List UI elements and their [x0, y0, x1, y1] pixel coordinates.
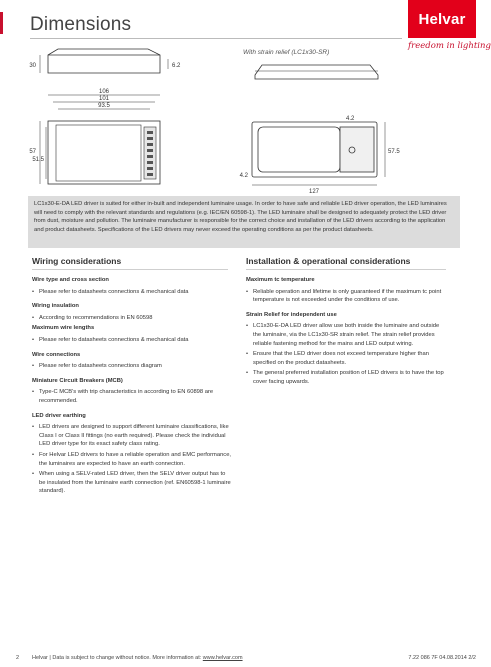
installation-section-title: Installation & operational considerations — [246, 256, 411, 266]
dim-length-127: 127 — [308, 189, 320, 195]
list-item: • Type-C MCB's with trip characteristics in according to EN 60898 are recommended. — [32, 388, 232, 405]
wiring-heading-lengths: Maximum wire lengths — [32, 325, 95, 332]
wiring-section-divider — [32, 269, 228, 270]
dim-offset-4-2-top: 4.2 — [346, 116, 355, 122]
helvar-website-link[interactable]: www.helvar.com — [202, 655, 243, 661]
list-item: • Ensure that the LED driver does not exceed temperature higher than specified on the product datasheets. — [246, 350, 446, 367]
dim-height-57-5: 57.5 — [388, 149, 400, 155]
installation-column — [246, 276, 446, 393]
wiring-heading-mcb: Miniature Circuit Breakers (MCB) — [32, 377, 123, 384]
page-number: 2 — [16, 655, 20, 661]
intro-text: LC1x30-E-DA LED driver is suited for either in-built and independent luminaire usage. In order to have safe and reliable LED driver operation, the LED luminaires will need to comply with the relevant standards and regulations (e.g. IEC/EN 60598-1). The LED luminaire shall be designed to adequately protect the LED driver from dust, moisture and pollution. The luminaire manufacturer is responsible for the correct choice and installation of the LED drivers according to the application and product datasheets. Specifications of the LED drivers may never exceed the operating conditions as per the product datasheets. — [34, 201, 447, 233]
side-view-drawing — [40, 49, 168, 73]
helvar-logo — [408, 0, 476, 38]
wiring-heading-connections: Wire connections — [32, 351, 81, 358]
logo-text: Helvar — [418, 10, 466, 28]
footer-notice: Helvar | Data is subject to change without notice. More information at: — [32, 655, 202, 661]
strain-relief-top-view — [252, 122, 385, 185]
dim-length-93-5: 93.5 — [98, 103, 110, 109]
list-item: • LED drivers are designed to support different luminaire classifications, like Class I or Class II fittings (no earth required). Please check the individual LED driver type for its exact safety class rating. — [32, 423, 232, 449]
wiring-section-title: Wiring considerations — [32, 256, 122, 266]
installation-heading-strain-relief: Strain Relief for independent use — [246, 311, 337, 318]
dim-length-101: 101 — [98, 96, 110, 102]
list-item: • Please refer to datasheets connections & mechanical data — [32, 336, 232, 345]
wiring-column — [32, 276, 232, 502]
list-item: • When using a SELV-rated LED driver, then the SELV driver output has to be insulated from the luminaire earth connection (ref. EN60598-1 luminaire standard). — [32, 470, 232, 496]
list-item: • According to recommendations in EN 60598 — [32, 314, 232, 323]
header-accent-bar — [0, 12, 3, 34]
document-reference: 7.22 086 7F 04.08.2014 2/2 — [408, 655, 476, 661]
list-item: • For Helvar LED drivers to have a reliable operation and EMC performance, the luminaires are expected to have an earth connection. — [32, 451, 232, 468]
logo-tagline: freedom in lighting — [408, 41, 491, 51]
wiring-heading-wire-type: Wire type and cross section — [32, 277, 109, 283]
list-item: • The general preferred installation position of LED drivers is to have the top cover facing upwards. — [246, 369, 446, 386]
wiring-heading-insulation: Wiring insulation — [32, 303, 79, 310]
list-item: • Please refer to datasheets connections diagram — [32, 362, 232, 371]
installation-section-divider — [246, 269, 446, 270]
installation-heading-tc: Maximum tc temperature — [246, 277, 315, 283]
footer-text — [32, 655, 243, 661]
dim-height-51-5: 51.5 — [32, 157, 44, 163]
strain-relief-side-view — [255, 65, 378, 79]
list-item: • Reliable operation and lifetime is only guaranteed if the maximum tc point temperature is not exceeded under the conditions of use. — [246, 288, 446, 305]
dim-height-57: 57 — [29, 149, 36, 155]
strain-relief-caption: With strain relief (LC1x30-SR) — [243, 49, 330, 56]
intro-panel — [28, 196, 460, 248]
wiring-heading-earthing: LED driver earthing — [32, 412, 86, 419]
dim-side-4-2: 4.2 — [239, 173, 248, 179]
dim-height-30: 30 — [29, 63, 36, 69]
dim-length-106: 106 — [98, 89, 110, 95]
header-divider — [30, 38, 402, 39]
dimension-drawings — [0, 45, 491, 195]
list-item: • Please refer to datasheets connections & mechanical data — [32, 288, 232, 297]
dim-side-6-2: 6.2 — [172, 63, 181, 69]
list-item: • LC1x30-E-DA LED driver allow use both inside the luminaire and outside the luminaire, via the LC1x30-SR strain relief. The strain relief provides reliable fastening method for the mains and LED output wiring. — [246, 322, 446, 348]
page-title: Dimensions — [30, 14, 132, 35]
